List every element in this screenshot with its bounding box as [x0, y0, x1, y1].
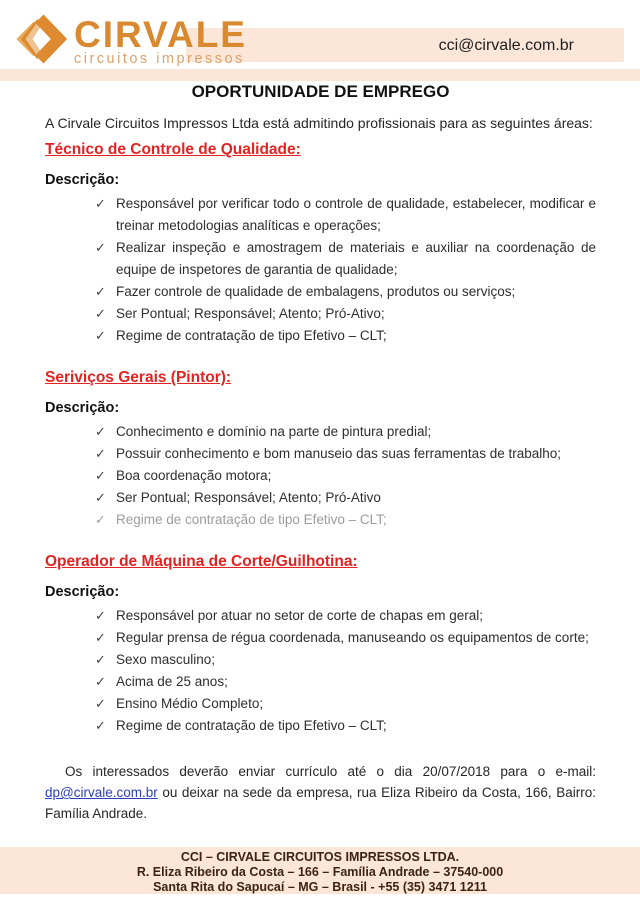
check-icon: ✓ — [95, 328, 106, 343]
cirvale-logo — [10, 10, 247, 73]
page-title: OPORTUNIDADE DE EMPREGO — [191, 82, 450, 101]
job-requirement-item: ✓ Regime de contratação de tipo Efetivo – CLT; — [95, 715, 596, 737]
section-operador-maquina — [45, 551, 596, 737]
job-requirement-item: ✓ Ensino Médio Completo; — [95, 693, 596, 715]
check-icon: ✓ — [95, 468, 106, 483]
job-requirement-item: ✓ Acima de 25 anos; — [95, 671, 596, 693]
job-requirement-item: ✓ Regime de contratação de tipo Efetivo – CLT; — [95, 509, 596, 531]
job-requirement-item: ✓ Conhecimento e domínio na parte de pintura predial; — [95, 421, 596, 443]
check-icon: ✓ — [95, 674, 106, 689]
check-icon: ✓ — [95, 424, 106, 439]
job-requirement-item: ✓ Regular prensa de régua coordenada, manuseando os equipamentos de corte; — [95, 627, 596, 649]
intro-paragraph: A Cirvale Circuitos Impressos Ltda está admitindo profissionais para as seguintes áreas: — [45, 115, 593, 131]
job-requirement-item: ✓ Responsável por verificar todo o controle de qualidade, estabelecer, modificar e treinar metodologias analíticas e operações; — [95, 193, 596, 237]
job-requirement-item: ✓ Sexo masculino; — [95, 649, 596, 671]
check-icon: ✓ — [95, 196, 106, 211]
check-icon: ✓ — [95, 446, 106, 461]
footer-band — [0, 847, 640, 894]
description-label: Descrição: — [45, 172, 120, 188]
section-tecnico-qualidade — [45, 139, 596, 347]
job-requirement-item: ✓ Possuir conhecimento e bom manuseio das suas ferramentas de trabalho; — [95, 443, 596, 465]
job-requirement-item: ✓ Boa coordenação motora; — [95, 465, 596, 487]
document-body — [45, 82, 596, 838]
check-icon: ✓ — [95, 696, 106, 711]
footer-address-line: R. Eliza Ribeiro da Costa – 166 – Família Andrade – 37540-000 — [136, 865, 504, 879]
check-icon: ✓ — [95, 306, 106, 321]
footer-city-phone-line: Santa Rita do Sapucaí – MG – Brasil - +55 (35) 3471 1211 — [153, 880, 487, 894]
check-icon: ✓ — [95, 284, 106, 299]
closing-paragraph: Os interessados deverão enviar currículo até o dia 20/07/2018 para o e-mail: dp@cirvale.com.br ou deixar na sede da empresa, rua Eliza Ribeiro da Costa, 166, Bairro: Família Andrade. — [45, 764, 596, 821]
check-icon: ✓ — [95, 608, 106, 623]
requirements-list — [95, 193, 596, 347]
section-heading: Seriviços Gerais (Pintor): — [45, 369, 232, 386]
check-icon: ✓ — [95, 718, 106, 733]
check-icon: ✓ — [95, 652, 106, 667]
header-email: cci@cirvale.com.br — [438, 37, 574, 54]
cirvale-logo-icon — [10, 10, 68, 73]
requirements-list — [95, 605, 596, 737]
logo-tagline: circuitos impressos — [74, 50, 245, 67]
check-icon: ✓ — [95, 490, 106, 505]
job-requirement-item: ✓ Regime de contratação de tipo Efetivo – CLT; — [95, 325, 596, 347]
check-icon: ✓ — [95, 512, 106, 527]
job-requirement-item: ✓ Realizar inspeção e amostragem de materiais e auxiliar na coordenação de equipe de inspetores de garantia de qualidade; — [95, 237, 596, 281]
job-requirement-item: ✓ Ser Pontual; Responsável; Atento; Pró-Ativo; — [95, 303, 596, 325]
requirements-list — [95, 421, 596, 531]
description-label: Descrição: — [45, 584, 120, 600]
description-label: Descrição: — [45, 400, 120, 416]
footer-company-line: CCI – CIRVALE CIRCUITOS IMPRESSOS LTDA. — [180, 850, 460, 864]
job-requirement-item: ✓ Fazer controle de qualidade de embalagens, produtos ou serviços; — [95, 281, 596, 303]
job-requirement-item: ✓ Responsável por atuar no setor de corte de chapas em geral; — [95, 605, 596, 627]
job-requirement-item: ✓ Ser Pontual; Responsável; Atento; Pró-Ativo — [95, 487, 596, 509]
section-heading: Técnico de Controle de Qualidade: — [45, 141, 301, 158]
email-link[interactable]: dp@cirvale.com.br — [45, 785, 158, 800]
section-servicos-gerais — [45, 367, 596, 531]
section-heading: Operador de Máquina de Corte/Guilhotina: — [45, 553, 358, 570]
check-icon: ✓ — [95, 240, 106, 255]
check-icon: ✓ — [95, 630, 106, 645]
logo-name: CIRVALE — [74, 13, 247, 55]
